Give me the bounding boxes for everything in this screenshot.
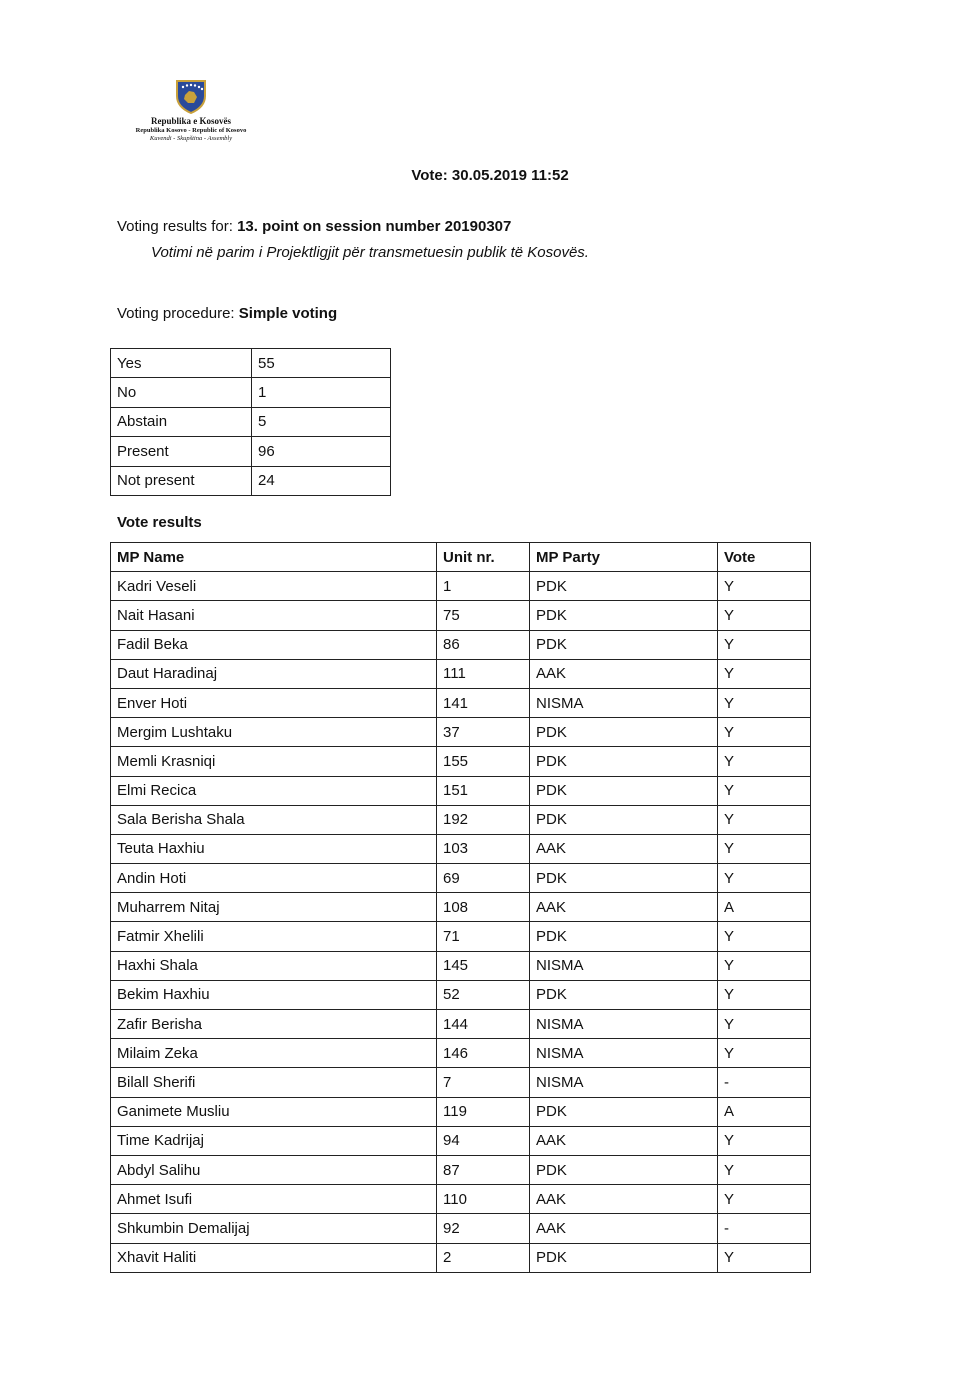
table-row bbox=[111, 951, 811, 980]
summary-label: Not present bbox=[111, 466, 252, 495]
summary-label: Yes bbox=[111, 349, 252, 378]
summary-label: Abstain bbox=[111, 407, 252, 436]
table-row bbox=[111, 893, 811, 922]
procedure-value: Simple voting bbox=[238, 305, 338, 322]
unit-number-cell: 37 bbox=[437, 718, 530, 747]
vote-cell: Y bbox=[718, 572, 811, 601]
mp-name-cell: Fatmir Xhelili bbox=[111, 922, 437, 951]
unit-number-cell: 111 bbox=[437, 659, 530, 688]
mp-name-cell: Kadri Veseli bbox=[111, 572, 437, 601]
mp-name-cell: Nait Hasani bbox=[111, 601, 437, 630]
unit-number-cell: 52 bbox=[437, 980, 530, 1009]
table-row bbox=[111, 718, 811, 747]
unit-number-cell: 144 bbox=[437, 1010, 530, 1039]
unit-number-cell: 145 bbox=[437, 951, 530, 980]
summary-row bbox=[111, 466, 391, 495]
assembly-logo bbox=[112, 78, 270, 142]
unit-number-cell: 94 bbox=[437, 1126, 530, 1155]
mp-name-cell: Zafir Berisha bbox=[111, 1010, 437, 1039]
mp-name-cell: Mergim Lushtaku bbox=[111, 718, 437, 747]
table-row bbox=[111, 1243, 811, 1272]
table-row bbox=[111, 922, 811, 951]
table-row bbox=[111, 572, 811, 601]
vote-cell: Y bbox=[718, 980, 811, 1009]
mp-party-cell: PDK bbox=[530, 1097, 718, 1126]
mp-name-cell: Sala Berisha Shala bbox=[111, 805, 437, 834]
unit-number-cell: 7 bbox=[437, 1068, 530, 1097]
vote-cell: Y bbox=[718, 1155, 811, 1184]
table-row bbox=[111, 1010, 811, 1039]
mp-name-cell: Andin Hoti bbox=[111, 864, 437, 893]
vote-subject: Votimi në parim i Projektligjit për transmetuesin publik të Kosovës. bbox=[151, 244, 589, 261]
vote-cell: Y bbox=[718, 630, 811, 659]
unit-number-cell: 87 bbox=[437, 1155, 530, 1184]
summary-value: 1 bbox=[252, 378, 391, 407]
mp-party-cell: AAK bbox=[530, 834, 718, 863]
results-for-value: 13. point on session number 20190307 bbox=[237, 218, 512, 235]
vote-cell: Y bbox=[718, 1243, 811, 1272]
column-header: Vote bbox=[718, 543, 811, 572]
table-row bbox=[111, 601, 811, 630]
mp-party-cell: NISMA bbox=[530, 951, 718, 980]
vote-cell: Y bbox=[718, 718, 811, 747]
coat-of-arms-icon bbox=[174, 78, 208, 114]
mp-party-cell: NISMA bbox=[530, 1068, 718, 1097]
logo-line-1: Republika e Kosovës bbox=[150, 116, 231, 126]
vote-cell: Y bbox=[718, 1185, 811, 1214]
mp-party-cell: AAK bbox=[530, 1185, 718, 1214]
table-row bbox=[111, 1126, 811, 1155]
mp-party-cell: PDK bbox=[530, 805, 718, 834]
vote-cell: A bbox=[718, 1097, 811, 1126]
table-row bbox=[111, 805, 811, 834]
table-row bbox=[111, 1185, 811, 1214]
summary-row bbox=[111, 349, 391, 378]
vote-cell: - bbox=[718, 1068, 811, 1097]
unit-number-cell: 192 bbox=[437, 805, 530, 834]
unit-number-cell: 151 bbox=[437, 776, 530, 805]
vote-cell: Y bbox=[718, 659, 811, 688]
table-header-row bbox=[111, 543, 811, 572]
vote-cell: Y bbox=[718, 864, 811, 893]
mp-party-cell: PDK bbox=[530, 1155, 718, 1184]
vote-title: Vote: 30.05.2019 11:52 bbox=[411, 167, 569, 184]
mp-party-cell: NISMA bbox=[530, 1010, 718, 1039]
unit-number-cell: 155 bbox=[437, 747, 530, 776]
table-row bbox=[111, 688, 811, 717]
vote-cell: A bbox=[718, 893, 811, 922]
mp-party-cell: AAK bbox=[530, 893, 718, 922]
unit-number-cell: 110 bbox=[437, 1185, 530, 1214]
mp-party-cell: PDK bbox=[530, 980, 718, 1009]
mp-name-cell: Daut Haradinaj bbox=[111, 659, 437, 688]
unit-number-cell: 71 bbox=[437, 922, 530, 951]
mp-name-cell: Enver Hoti bbox=[111, 688, 437, 717]
table-row bbox=[111, 1097, 811, 1126]
mp-party-cell: PDK bbox=[530, 1243, 718, 1272]
vote-cell: Y bbox=[718, 805, 811, 834]
summary-table bbox=[110, 348, 391, 496]
mp-name-cell: Bilall Sherifi bbox=[111, 1068, 437, 1097]
unit-number-cell: 146 bbox=[437, 1039, 530, 1068]
mp-party-cell: NISMA bbox=[530, 1039, 718, 1068]
column-header: MP Party bbox=[530, 543, 718, 572]
unit-number-cell: 141 bbox=[437, 688, 530, 717]
logo-line-3: Kuvendi - Skupština - Assembly bbox=[149, 135, 233, 142]
vote-cell: Y bbox=[718, 688, 811, 717]
mp-name-cell: Haxhi Shala bbox=[111, 951, 437, 980]
vote-cell: Y bbox=[718, 747, 811, 776]
vote-cell: Y bbox=[718, 1126, 811, 1155]
table-row bbox=[111, 747, 811, 776]
procedure-label: Voting procedure: bbox=[117, 305, 235, 322]
table-row bbox=[111, 776, 811, 805]
column-header: Unit nr. bbox=[437, 543, 530, 572]
unit-number-cell: 2 bbox=[437, 1243, 530, 1272]
unit-number-cell: 1 bbox=[437, 572, 530, 601]
mp-party-cell: PDK bbox=[530, 718, 718, 747]
mp-party-cell: AAK bbox=[530, 1214, 718, 1243]
mp-party-cell: NISMA bbox=[530, 688, 718, 717]
table-row bbox=[111, 1155, 811, 1184]
summary-label: No bbox=[111, 378, 252, 407]
table-row bbox=[111, 864, 811, 893]
unit-number-cell: 92 bbox=[437, 1214, 530, 1243]
table-row bbox=[111, 834, 811, 863]
mp-party-cell: PDK bbox=[530, 922, 718, 951]
results-for bbox=[117, 218, 511, 235]
table-row bbox=[111, 1039, 811, 1068]
vote-results-table bbox=[110, 542, 811, 1273]
mp-party-cell: PDK bbox=[530, 747, 718, 776]
unit-number-cell: 108 bbox=[437, 893, 530, 922]
vote-cell: - bbox=[718, 1214, 811, 1243]
summary-value: 24 bbox=[252, 466, 391, 495]
vote-cell: Y bbox=[718, 951, 811, 980]
vote-cell: Y bbox=[718, 1010, 811, 1039]
table-row bbox=[111, 980, 811, 1009]
mp-name-cell: Xhavit Haliti bbox=[111, 1243, 437, 1272]
summary-row bbox=[111, 437, 391, 466]
mp-name-cell: Milaim Zeka bbox=[111, 1039, 437, 1068]
mp-name-cell: Elmi Recica bbox=[111, 776, 437, 805]
vote-cell: Y bbox=[718, 776, 811, 805]
unit-number-cell: 103 bbox=[437, 834, 530, 863]
mp-party-cell: PDK bbox=[530, 601, 718, 630]
mp-name-cell: Shkumbin Demalijaj bbox=[111, 1214, 437, 1243]
voting-procedure bbox=[117, 305, 337, 322]
mp-party-cell: PDK bbox=[530, 572, 718, 601]
mp-name-cell: Ahmet Isufi bbox=[111, 1185, 437, 1214]
mp-name-cell: Fadil Beka bbox=[111, 630, 437, 659]
mp-name-cell: Time Kadrijaj bbox=[111, 1126, 437, 1155]
mp-name-cell: Memli Krasniqi bbox=[111, 747, 437, 776]
mp-party-cell: AAK bbox=[530, 1126, 718, 1155]
mp-name-cell: Teuta Haxhiu bbox=[111, 834, 437, 863]
mp-name-cell: Muharrem Nitaj bbox=[111, 893, 437, 922]
vote-cell: Y bbox=[718, 1039, 811, 1068]
unit-number-cell: 119 bbox=[437, 1097, 530, 1126]
results-for-label: Voting results for: bbox=[117, 218, 233, 235]
logo-line-2: Republika Kosovo - Republic of Kosovo bbox=[135, 127, 247, 134]
table-row bbox=[111, 1214, 811, 1243]
summary-value: 55 bbox=[252, 349, 391, 378]
vote-results-heading: Vote results bbox=[117, 514, 202, 531]
table-row bbox=[111, 1068, 811, 1097]
mp-name-cell: Bekim Haxhiu bbox=[111, 980, 437, 1009]
table-row bbox=[111, 659, 811, 688]
summary-label: Present bbox=[111, 437, 252, 466]
summary-value: 5 bbox=[252, 407, 391, 436]
mp-name-cell: Ganimete Musliu bbox=[111, 1097, 437, 1126]
mp-party-cell: AAK bbox=[530, 659, 718, 688]
mp-party-cell: PDK bbox=[530, 864, 718, 893]
summary-row bbox=[111, 407, 391, 436]
mp-name-cell: Abdyl Salihu bbox=[111, 1155, 437, 1184]
table-row bbox=[111, 630, 811, 659]
unit-number-cell: 86 bbox=[437, 630, 530, 659]
mp-party-cell: PDK bbox=[530, 630, 718, 659]
mp-party-cell: PDK bbox=[530, 776, 718, 805]
vote-cell: Y bbox=[718, 601, 811, 630]
summary-row bbox=[111, 378, 391, 407]
vote-cell: Y bbox=[718, 922, 811, 951]
unit-number-cell: 75 bbox=[437, 601, 530, 630]
summary-value: 96 bbox=[252, 437, 391, 466]
unit-number-cell: 69 bbox=[437, 864, 530, 893]
column-header: MP Name bbox=[111, 543, 437, 572]
vote-cell: Y bbox=[718, 834, 811, 863]
